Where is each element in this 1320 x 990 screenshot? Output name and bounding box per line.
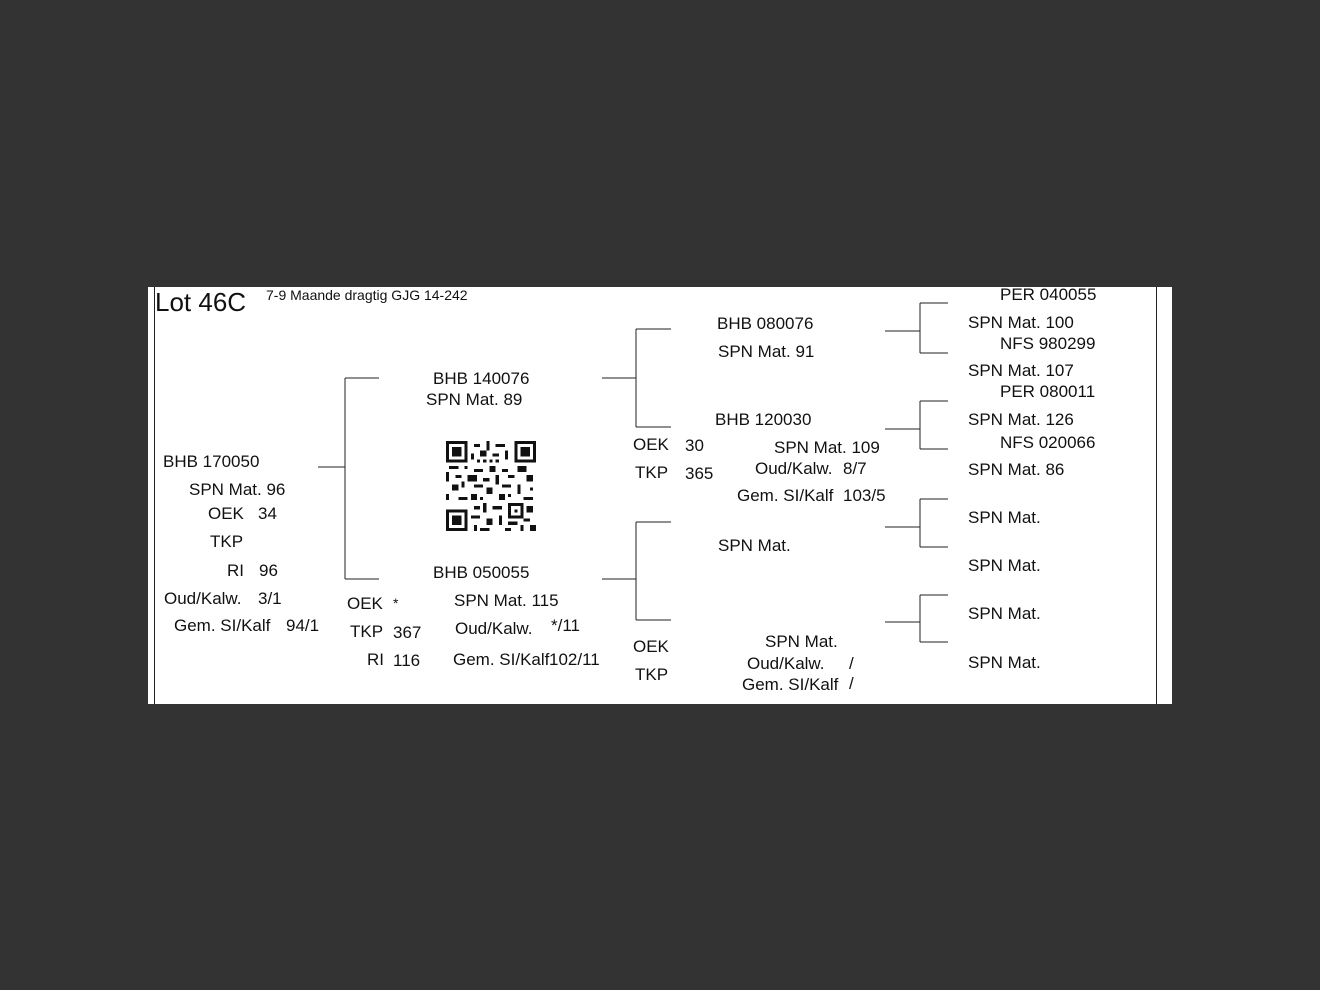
qr-code-icon: [446, 441, 536, 531]
animal-oudkalw-label: Oud/Kalw.: [164, 589, 242, 608]
great-3-id: PER 080011: [1000, 382, 1096, 401]
grand-sd-tkp-label: TKP: [635, 463, 669, 482]
grand-sd-gemsi-label: Gem. SI/Kalf: [737, 486, 834, 505]
grand-dd-gemsi-label: Gem. SI/Kalf: [742, 675, 839, 694]
grand-sd-oudkalw-label: Oud/Kalw.: [755, 459, 833, 478]
great-4-spn: SPN Mat. 86: [968, 460, 1065, 479]
pedigree-card: [148, 287, 1172, 704]
animal-oek-label: OEK: [208, 504, 244, 523]
dam-tkp-value: 367: [393, 623, 422, 642]
grand-dd-oudkalw-value: /: [849, 654, 854, 673]
great-4-id: NFS 020066: [1000, 433, 1096, 452]
great-1-spn: SPN Mat. 100: [968, 313, 1074, 332]
grand-dd-oudkalw-label: Oud/Kalw.: [747, 654, 825, 673]
great-2-id: NFS 980299: [1000, 334, 1096, 353]
great-8-spn: SPN Mat.: [968, 653, 1041, 672]
dam-ri-label: RI: [367, 650, 384, 669]
lot-number: Lot 46C: [155, 287, 247, 317]
great-6-spn: SPN Mat.: [968, 556, 1041, 575]
dam-gemsi-label: Gem. SI/Kalf: [453, 650, 550, 669]
dam-oek-value: *: [393, 595, 399, 611]
grand-sd-oek-value: 30: [685, 436, 704, 455]
dam-gemsi-value: 102/11: [549, 650, 600, 669]
grand-sd-id: BHB 120030: [715, 410, 812, 429]
dam-id: BHB 050055: [433, 563, 530, 582]
animal-oek-value: 34: [258, 504, 277, 523]
great-7-spn: SPN Mat.: [968, 604, 1041, 623]
grand-sd-oek-label: OEK: [633, 435, 669, 454]
grand-sd-gemsi-value: 103/5: [843, 486, 886, 505]
grand-sd-tkp-value: 365: [685, 464, 714, 483]
grand-dd-spn: SPN Mat.: [765, 632, 838, 651]
grand-sd-oudkalw-value: 8/7: [843, 459, 867, 478]
great-3-spn: SPN Mat. 126: [968, 410, 1074, 429]
great-2-spn: SPN Mat. 107: [968, 361, 1074, 380]
dam-tkp-label: TKP: [350, 622, 384, 641]
animal-ri-value: 96: [259, 561, 278, 580]
animal-ri-label: RI: [227, 561, 244, 580]
sire-id: BHB 140076: [433, 369, 530, 388]
animal-id: BHB 170050: [163, 452, 260, 471]
animal-oudkalw-value: 3/1: [258, 589, 282, 608]
dam-oudkalw-label: Oud/Kalw.: [455, 619, 533, 638]
animal-tkp-label: TKP: [210, 532, 244, 551]
grand-ds-spn: SPN Mat.: [718, 536, 791, 555]
dam-oudkalw-value: */11: [551, 616, 580, 635]
grand-dd-gemsi-value: /: [849, 674, 854, 693]
animal-spn: SPN Mat. 96: [189, 480, 286, 499]
dam-ri-value: 116: [393, 651, 421, 670]
animal-gemsi-value: 94/1: [286, 616, 320, 635]
dam-spn: SPN Mat. 115: [454, 591, 559, 610]
animal-gemsi-label: Gem. SI/Kalf: [174, 616, 271, 635]
dam-oek-label: OEK: [347, 594, 383, 613]
pregnancy-note: 7-9 Maande dragtig GJG 14-242: [266, 287, 468, 303]
grand-sd-spn: SPN Mat. 109: [774, 438, 880, 457]
great-5-spn: SPN Mat.: [968, 508, 1041, 527]
grand-ss-id: BHB 080076: [717, 314, 814, 333]
sire-spn: SPN Mat. 89: [426, 390, 523, 409]
grand-ss-spn: SPN Mat. 91: [718, 342, 815, 361]
great-1-id: PER 040055: [1000, 287, 1097, 304]
grand-dd-tkp-label: TKP: [635, 665, 669, 684]
grand-dd-oek-label: OEK: [633, 637, 669, 656]
